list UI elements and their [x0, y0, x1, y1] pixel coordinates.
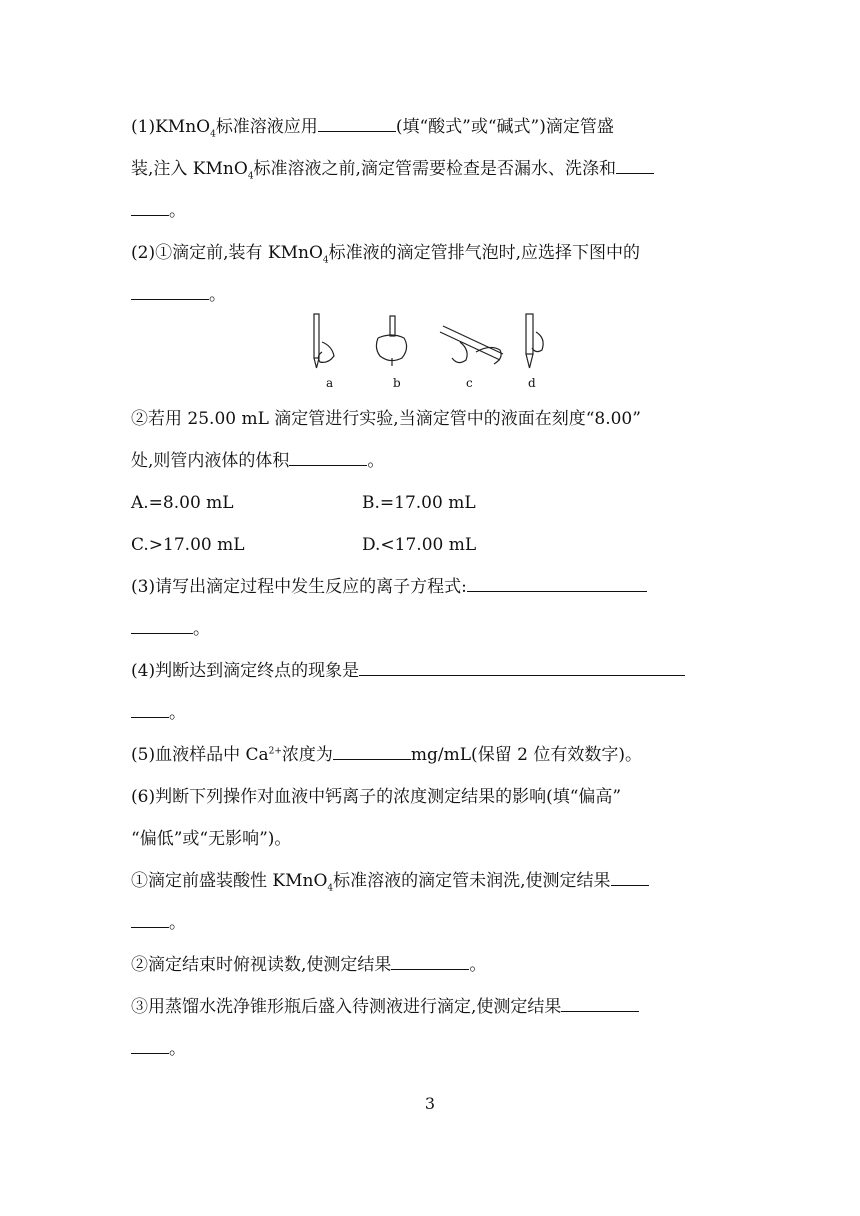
q4-line1	[131, 660, 685, 682]
superscript: 2+	[268, 746, 282, 757]
answer-blank[interactable]	[131, 284, 209, 300]
option-b[interactable]: B.=17.00 mL	[362, 493, 476, 513]
subscript: 4	[210, 129, 216, 140]
q1-line2	[131, 158, 654, 180]
q1-line1	[131, 116, 614, 138]
answer-blank[interactable]	[611, 870, 649, 886]
answer-blank[interactable]	[616, 158, 654, 174]
q6-s1-line1	[131, 870, 649, 892]
q1-text: 装,注入 KMnO	[131, 159, 248, 179]
q3-line1	[131, 576, 647, 598]
q5-text: 浓度为	[281, 745, 333, 765]
page-number: 3	[424, 1094, 436, 1113]
answer-blank[interactable]	[131, 618, 193, 634]
answer-blank[interactable]	[289, 450, 367, 466]
q5-line	[131, 744, 642, 766]
q2-line1	[131, 242, 640, 264]
subscript: 4	[327, 883, 334, 894]
burette-d-icon	[526, 314, 543, 368]
option-a[interactable]: A.=8.00 mL	[131, 493, 234, 513]
answer-blank[interactable]	[467, 576, 647, 592]
q6-text: 标准溶液的滴定管未润洗,使测定结果	[333, 871, 611, 891]
q5-text: (5)血液样品中 Ca	[131, 745, 269, 765]
q2-part2-line1: ②若用 25.00 mL 滴定管进行实验,当滴定管中的液面在刻度“8.00”	[131, 409, 641, 429]
q4-line2	[131, 702, 186, 724]
q1-text: 标准溶液之前,滴定管需要检查是否漏水、洗涤和	[253, 159, 616, 179]
q6-text: 。	[469, 955, 487, 975]
q1-text: (1)KMnO	[131, 117, 211, 137]
q1-text: 。	[169, 201, 186, 221]
answer-blank[interactable]	[391, 954, 469, 970]
q6-s1-line2	[131, 912, 186, 934]
subscript: 4	[247, 171, 254, 182]
q1-text: 标准溶液应用	[215, 117, 318, 137]
q3-line2	[131, 618, 210, 640]
option-c[interactable]: C.>17.00 mL	[131, 535, 245, 555]
q6-text: ①滴定前盛装酸性 KMnO	[131, 871, 328, 891]
q6-line1: (6)判断下列操作对血液中钙离子的浓度测定结果的影响(填“偏高”	[131, 787, 622, 807]
answer-blank[interactable]	[131, 702, 169, 718]
q1-line3	[131, 200, 186, 222]
q2-line2	[131, 284, 226, 306]
q2-text: (2)①滴定前,装有 KMnO	[131, 243, 323, 263]
q6-text: ③用蒸馏水洗净锥形瓶后盛入待测液进行滴定,使测定结果	[131, 997, 562, 1017]
q6-s3-line1	[131, 996, 639, 1018]
q6-s2	[131, 954, 486, 976]
answer-blank[interactable]	[318, 116, 396, 132]
q4-text: 。	[169, 703, 186, 723]
answer-blank[interactable]	[333, 744, 411, 760]
fig-label-a: a	[326, 376, 334, 390]
burette-figure	[300, 312, 550, 392]
q1-text: (填“酸式”或“碱式”)滴定管盛	[395, 117, 614, 137]
answer-blank[interactable]	[131, 200, 169, 216]
option-d[interactable]: D.<17.00 mL	[362, 535, 477, 555]
q2-part2-line2	[131, 450, 384, 472]
q6-s3-line2	[131, 1038, 186, 1060]
q2-text: 标准液的滴定管排气泡时,应选择下图中的	[328, 243, 641, 263]
q6-text: ②滴定结束时俯视读数,使测定结果	[131, 955, 392, 975]
burette-b-icon	[376, 316, 406, 366]
q3-text: 。	[193, 619, 210, 639]
q3-text: (3)请写出滴定过程中发生反应的离子方程式:	[131, 577, 467, 597]
burette-c-icon	[440, 326, 503, 364]
answer-blank[interactable]	[359, 660, 685, 676]
fig-label-d: d	[528, 376, 536, 390]
q4-text: (4)判断达到滴定终点的现象是	[131, 661, 360, 681]
answer-blank[interactable]	[131, 1038, 169, 1054]
q2-text: 。	[367, 451, 385, 471]
q5-text: mg/mL(保留 2 位有效数字)。	[410, 745, 642, 765]
fig-label-c: c	[466, 376, 473, 390]
q6-text: 。	[169, 1039, 186, 1059]
answer-blank[interactable]	[561, 996, 639, 1012]
answer-blank[interactable]	[131, 912, 169, 928]
burette-a-icon	[314, 314, 334, 368]
q6-line2: “偏低”或“无影响”)。	[131, 829, 292, 849]
q2-text: 处,则管内液体的体积	[131, 451, 290, 471]
q2-text: 。	[209, 285, 226, 305]
fig-label-b: b	[393, 376, 401, 390]
subscript: 4	[322, 255, 329, 266]
q6-text: 。	[169, 913, 186, 933]
